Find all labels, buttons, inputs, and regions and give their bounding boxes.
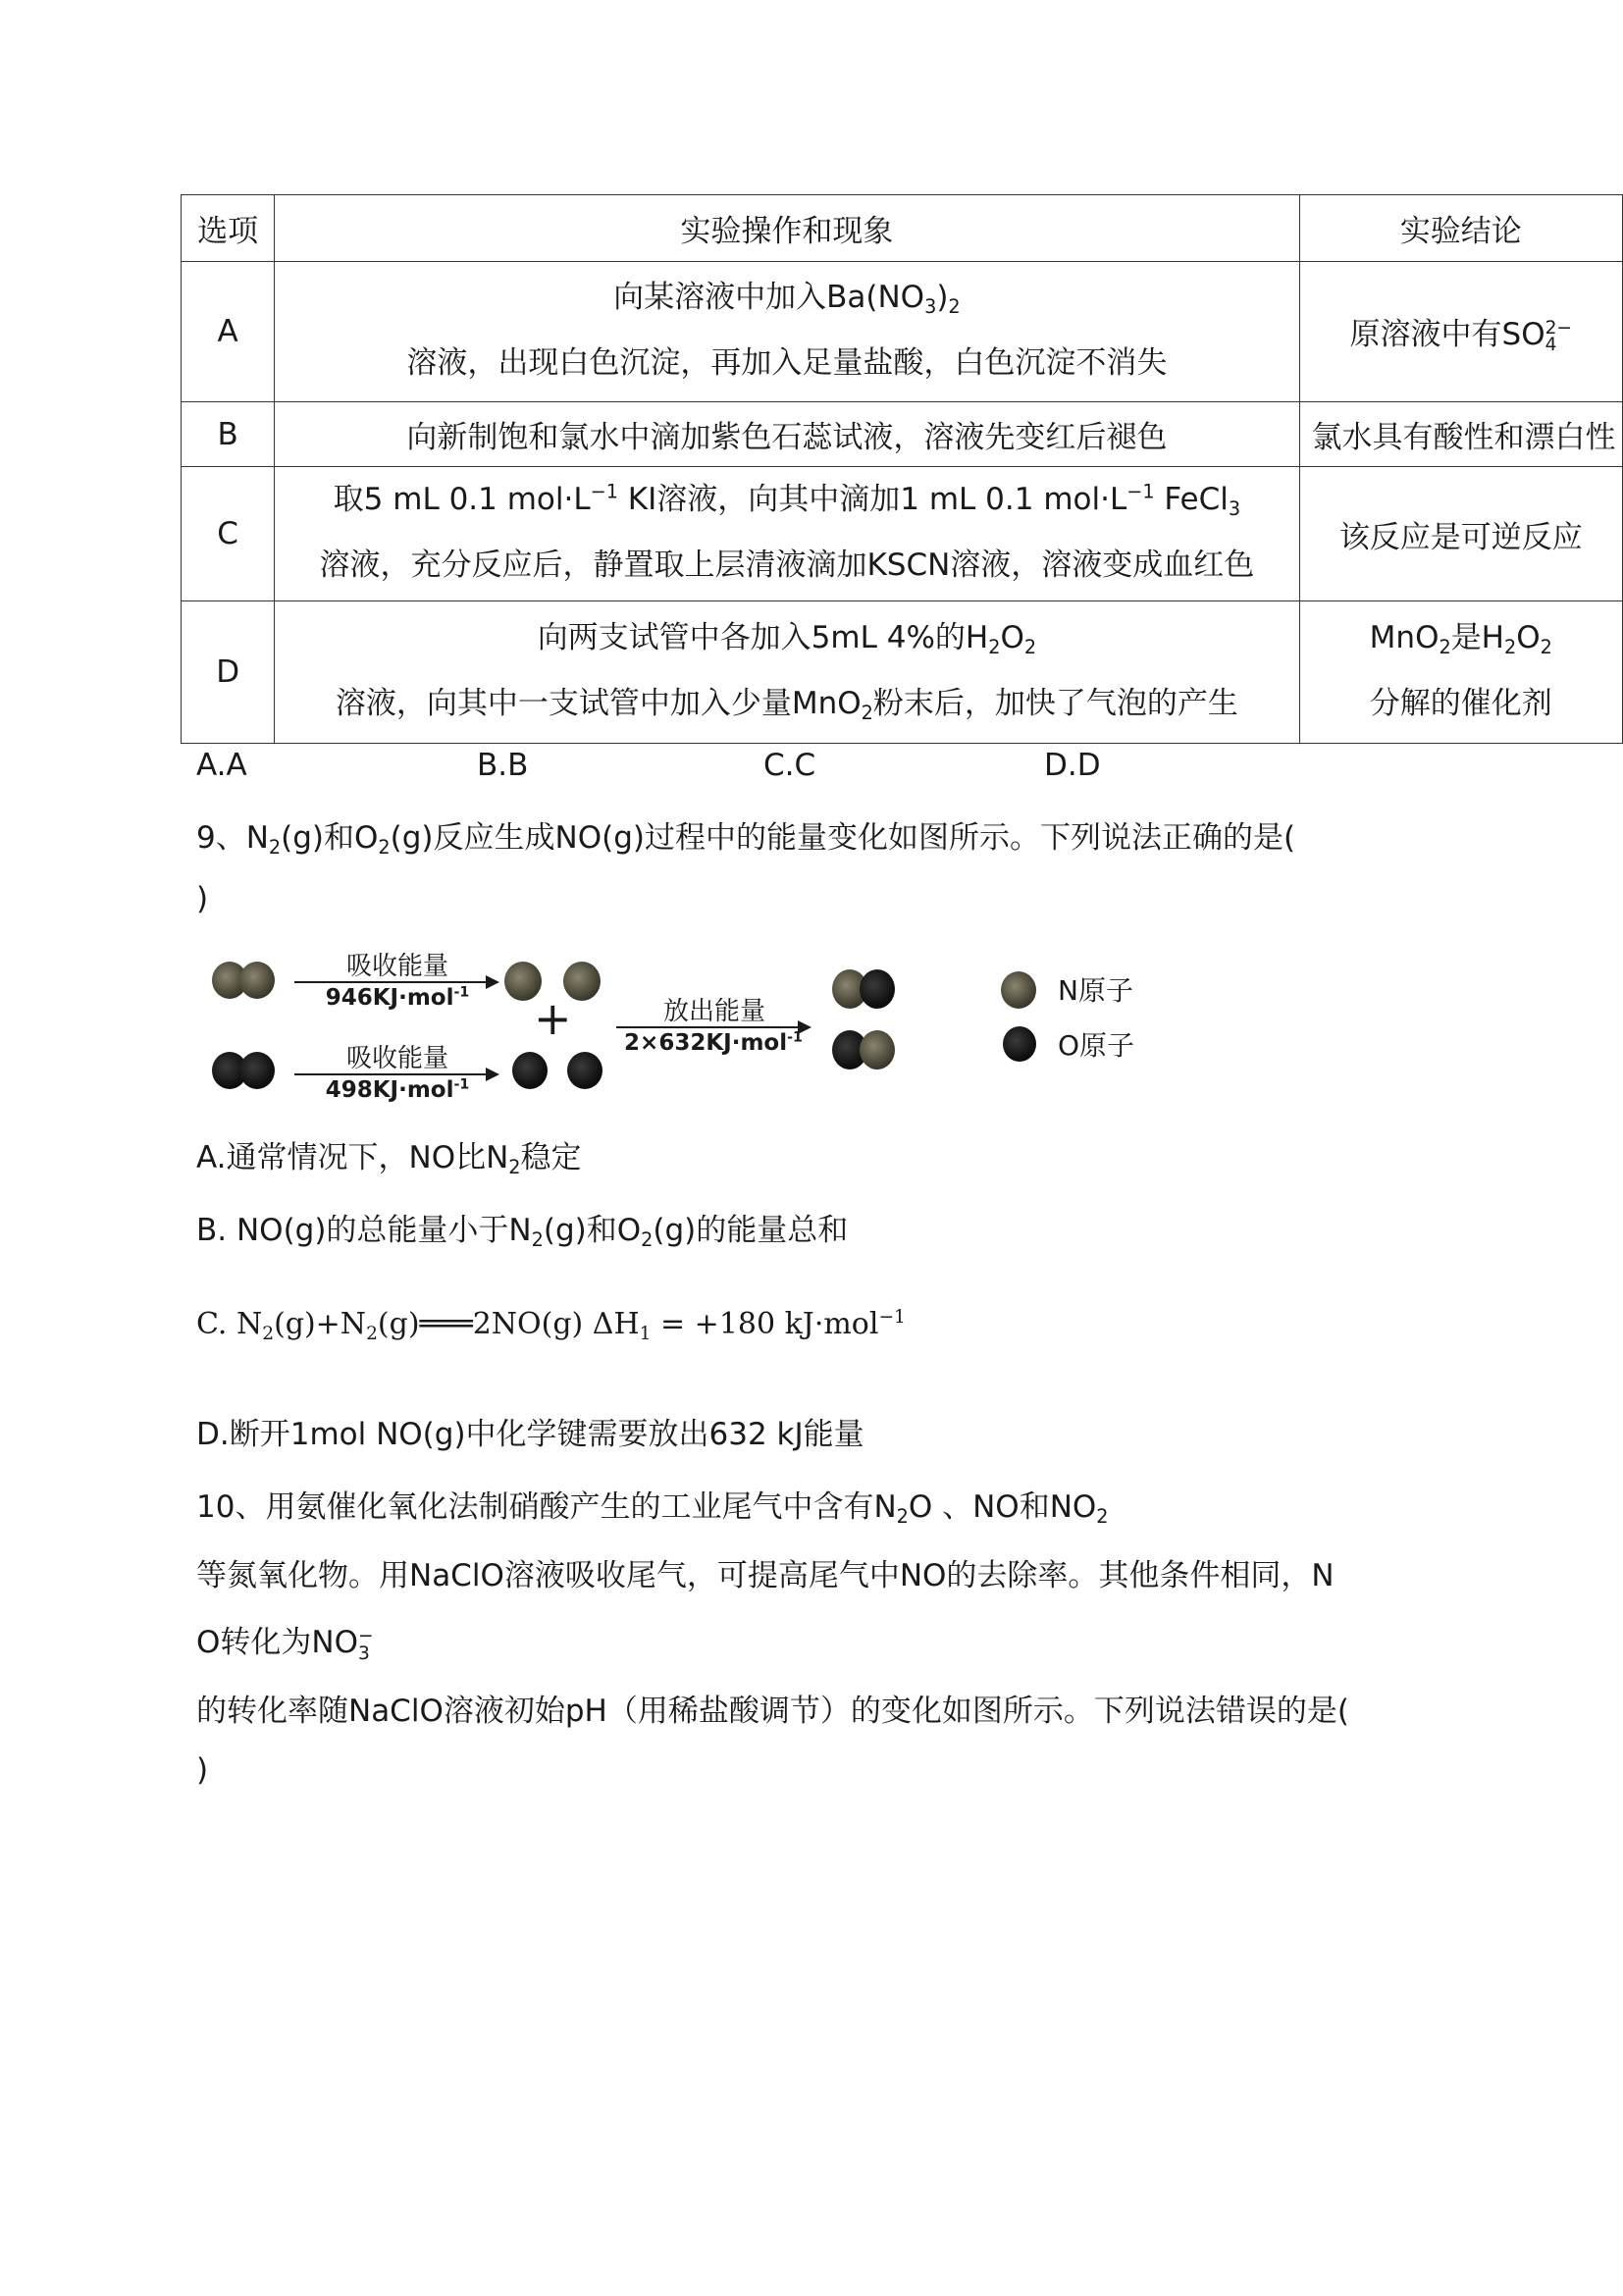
- q8-choice-c[interactable]: C.C: [763, 748, 816, 783]
- q9-option-a[interactable]: A.通常情况下，NO比$N_2$稳定: [196, 1140, 582, 1179]
- q8-choice-b[interactable]: B.B: [477, 748, 529, 783]
- q9-option-c[interactable]: C. $N_2(g)+N_2(g)═══2NO(g) \Delta H_1 = +180$ kJ·mol$^{-1}$: [196, 1306, 906, 1344]
- table-row: [182, 467, 1623, 601]
- arrow-release: [616, 1026, 809, 1028]
- conclusion-cell: 氯水具有酸性和漂白性: [1299, 402, 1622, 467]
- conclusion-cell: 原溶液中有SO 2− 4: [1299, 262, 1622, 402]
- conclusion-cell: 该反应是可逆反应: [1299, 467, 1622, 601]
- q8-choice-a[interactable]: A.A: [196, 748, 247, 783]
- energy-diagram: [196, 942, 1276, 1103]
- o-atom: [239, 1052, 275, 1089]
- operation-cell: 向新制饱和氯水中滴加紫色石蕊试液，溶液先变红后褪色: [275, 402, 1299, 467]
- q10-stem-line1: 10、用氨催化氧化法制硝酸产生的工业尾气中含有$N_2O$ 、NO和$NO_2$: [196, 1489, 1109, 1529]
- legend-o-atom-icon: [1003, 1026, 1036, 1062]
- q10-stem-line3: O转化为NO − 3: [196, 1625, 374, 1664]
- operation-cell: 向某溶液中加入$Ba(NO_3)_2$ 溶液，出现白色沉淀，再加入足量盐酸，白色沉淀不消失: [275, 262, 1299, 402]
- header-conclusion: 实验结论: [1299, 195, 1622, 262]
- q9-option-d[interactable]: D.断开1mol NO(g)中化学键需要放出632 kJ能量: [196, 1417, 864, 1452]
- q8-answer-choices: [196, 748, 1178, 787]
- q9-stem: 9、$N_2(g)$和$O_2(g)$反应生成NO(g)过程中的能量变化如图所示。下列说法正确的是(: [196, 820, 1296, 860]
- o-atom: [860, 969, 895, 1009]
- legend-o-label: O原子: [1058, 1029, 1135, 1062]
- n-atom: [239, 962, 275, 999]
- o-atom: [567, 1052, 602, 1089]
- q10-stem-line4: 的转化率随NaClO溶液初始pH（用稀盐酸调节）的变化如图所示。下列说法错误的是(: [196, 1694, 1349, 1729]
- q9-option-b[interactable]: B. NO(g)的总能量小于$N_2(g)$和$O_2(g)$的能量总和: [196, 1213, 849, 1252]
- option-cell: A: [182, 262, 275, 402]
- q10-stem-line2: 等氮氧化物。用NaClO溶液吸收尾气，可提高尾气中NO的去除率。其他条件相同，N: [196, 1558, 1335, 1593]
- table-row: [182, 402, 1623, 467]
- legend-n-atom-icon: [1001, 971, 1036, 1009]
- conclusion-cell: MnO$_2$是$H_2O_2$ 分解的催化剂: [1299, 601, 1622, 744]
- absorb-label-n2: 吸收能量: [345, 952, 448, 981]
- option-cell: B: [182, 402, 275, 467]
- operation-cell: 向两支试管中各加入5mL 4%的$H_2O_2$ 溶液，向其中一支试管中加入少量MnO$_2$粉末后，加快了气泡的产生: [275, 601, 1299, 744]
- arrow-n2: [294, 981, 497, 983]
- plus-sign: +: [534, 992, 572, 1045]
- q9-stem-close: ): [196, 881, 209, 916]
- absorb-value-n2: 946KJ·mol$^{-1}$: [325, 984, 470, 1011]
- absorb-label-o2: 吸收能量: [345, 1044, 448, 1073]
- release-value: 2×632KJ·mol$^{-1}$: [624, 1029, 803, 1056]
- operation-cell: 取5 mL 0.1 $mol\cdot L^{-1}$ KI溶液，向其中滴加1 mL 0.1 $mol\cdot L^{-1}$ FeCl$_3$ 溶液，充分反应后，静置取上层清液滴加KSCN溶液，溶液变成血红色: [275, 467, 1299, 601]
- arrow-o2: [294, 1073, 497, 1075]
- option-cell: C: [182, 467, 275, 601]
- option-cell: D: [182, 601, 275, 744]
- q8-choice-d[interactable]: D.D: [1044, 748, 1101, 783]
- n-atom: [860, 1030, 895, 1070]
- q10-stem-line5: ): [196, 1752, 209, 1788]
- legend-n-label: N原子: [1058, 974, 1133, 1007]
- absorb-value-o2: 498KJ·mol$^{-1}$: [325, 1076, 470, 1103]
- table-row: [182, 262, 1623, 402]
- header-option: 选项: [182, 195, 275, 262]
- experiment-table: [181, 194, 1623, 744]
- header-operation: 实验操作和现象: [275, 195, 1299, 262]
- table-header-row: [182, 195, 1623, 262]
- o-atom: [512, 1052, 548, 1089]
- release-label: 放出能量: [662, 997, 765, 1026]
- table-row: [182, 601, 1623, 744]
